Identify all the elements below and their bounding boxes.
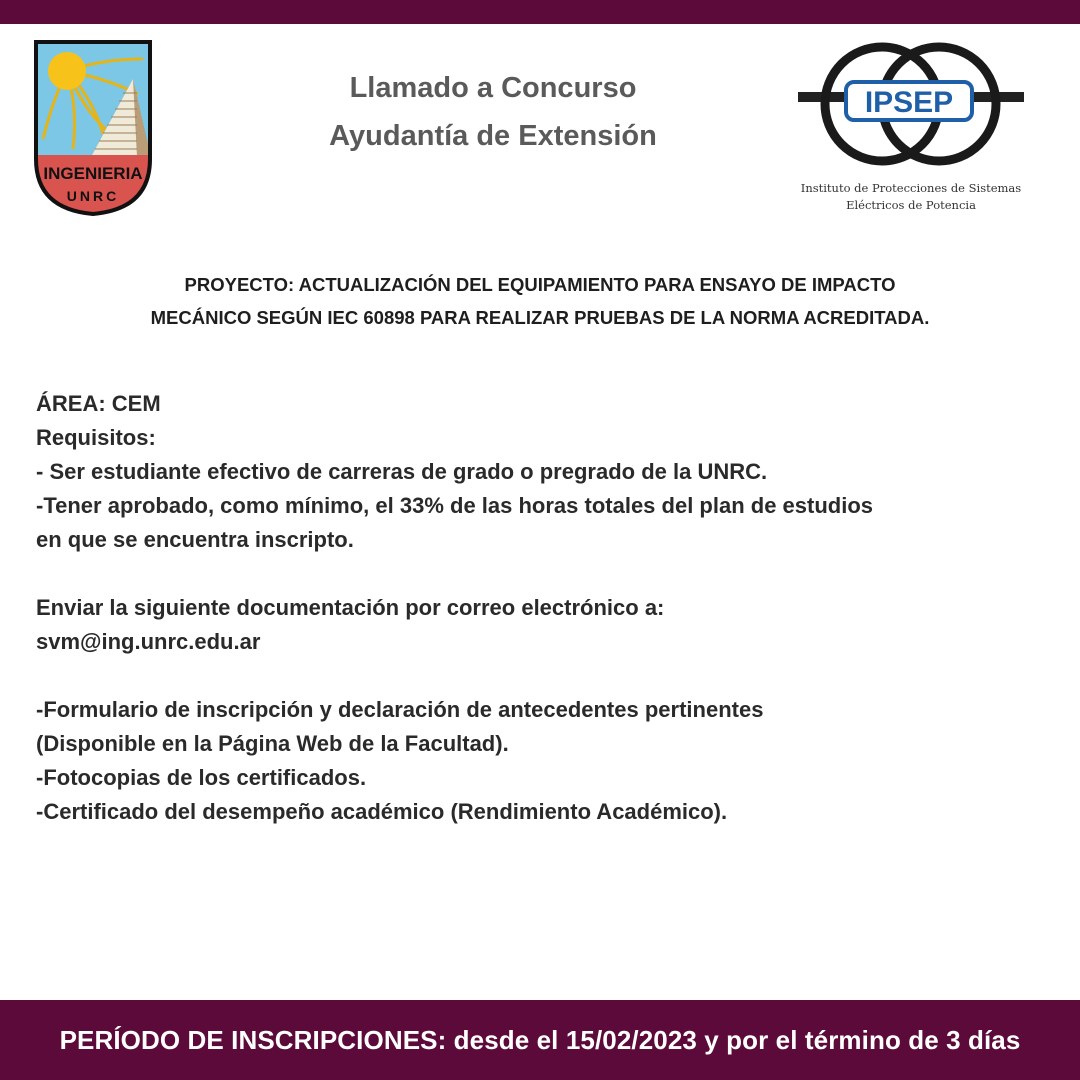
- spacer: [36, 557, 1046, 591]
- doc-3: -Certificado del desempeño académico (Rendimiento Académico).: [36, 799, 728, 824]
- send-instruction: Enviar la siguiente documentación por correo electrónico a:: [36, 595, 665, 620]
- doc-1-line-1: -Formulario de inscripción y declaración de antecedentes pertinentes: [36, 697, 764, 722]
- requirement-2-line-1: -Tener aprobado, como mínimo, el 33% de las horas totales del plan de estudios: [36, 493, 874, 518]
- footer-bar: [0, 1000, 1080, 1080]
- area-label: ÁREA: CEM: [36, 391, 161, 416]
- ipsep-logo: [794, 42, 1028, 220]
- spacer: [36, 659, 1046, 693]
- ipsep-caption-line-2: Eléctricos de Potencia: [846, 198, 976, 212]
- title-line-1: Llamado a Concurso: [349, 72, 637, 104]
- call-body: [36, 387, 1046, 829]
- title-line-2: Ayudantía de Extensión: [329, 120, 657, 152]
- requirements-heading: Requisitos:: [36, 425, 156, 450]
- ingenieria-shield-icon: [33, 39, 153, 217]
- ipsep-wordmark: IPSEP: [864, 86, 954, 119]
- logo-text-ingenieria: INGENIERIA: [43, 164, 143, 183]
- ipsep-caption-line-1: Instituto de Protecciones de Sistemas: [800, 181, 1022, 195]
- doc-2: -Fotocopias de los certificados.: [36, 765, 367, 790]
- page-title: [270, 64, 716, 160]
- project-heading: [30, 268, 1050, 334]
- ingenieria-unrc-logo: [33, 39, 153, 217]
- registration-period: PERÍODO DE INSCRIPCIONES: desde el 15/02/2023 y por el término de 3 días: [59, 1024, 1021, 1055]
- ipsep-rings-icon: [794, 42, 1028, 176]
- logo-text-unrc: UNRC: [66, 188, 120, 204]
- project-line-1: PROYECTO: ACTUALIZACIÓN DEL EQUIPAMIENTO PARA ENSAYO DE IMPACTO: [184, 274, 896, 295]
- contact-email[interactable]: svm@ing.unrc.edu.ar: [36, 629, 261, 654]
- doc-1-line-2: (Disponible en la Página Web de la Facultad).: [36, 731, 509, 756]
- top-bar: [0, 0, 1080, 24]
- requirement-1: - Ser estudiante efectivo de carreras de grado o pregrado de la UNRC.: [36, 459, 768, 484]
- requirement-2-line-2: en que se encuentra inscripto.: [36, 527, 354, 552]
- project-line-2: MECÁNICO SEGÚN IEC 60898 PARA REALIZAR PRUEBAS DE LA NORMA ACREDITADA.: [150, 307, 930, 328]
- ipsep-caption: [794, 180, 1028, 214]
- sun: [48, 52, 86, 90]
